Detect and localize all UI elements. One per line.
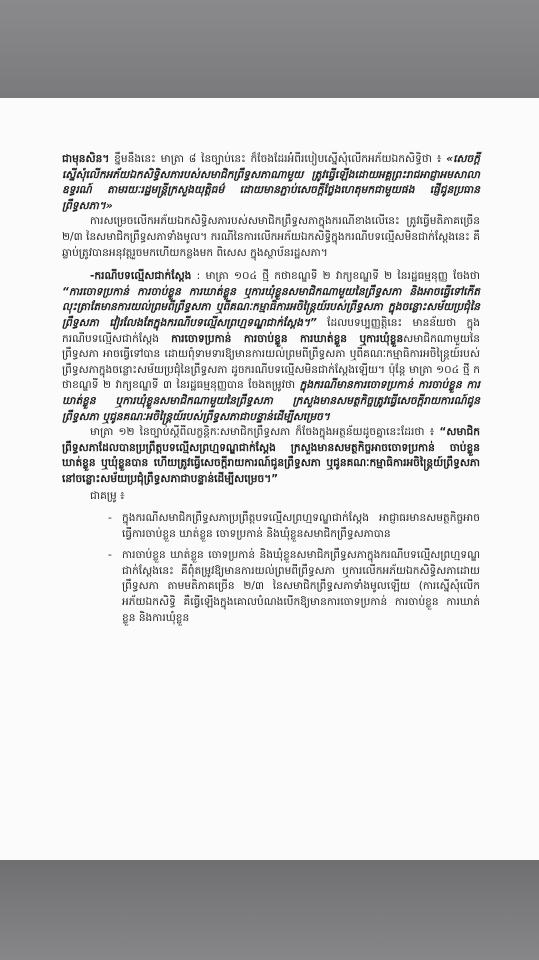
dash-bullet-icon: - [108, 549, 112, 562]
paragraph-4-text: មាត្រា ១២ នៃច្បាប់ស្តីពីលក្ខន្តិកៈសមាជិកព្រឹទ្ធសភា ក៏ចែងក្នុងអត្ថន័យដូចគ្នានេះដែរថា ៖ [90, 426, 435, 439]
paragraph-4-quote: “សមាជិកព្រឹទ្ធសភាដែលបានប្រព្រឹត្តបទល្មើសព្រហ្មទណ្ឌជាក់ស្តែង ក្រសួងមានសមត្ថកិច្ចអាចចោទប្រកាន់ ចាប់ខ្លួន ឃាត់ខ្លួន ឬឃុំខ្លួនបាន ហើយត្រូវធ្វើសេចក្តីរាយការណ៍ជូនព្រឹទ្ធសភា ឬជូនគណៈកម្មាធិការអចិន្ត្រៃយ៍ព្រឹទ្ធសភា នៅចន្លោះសម័យប្រជុំព្រឹទ្ធសភាជាបន្ទាន់ដើម្បីសម្រេច។” [62, 426, 481, 485]
paragraph-3-middle2: សមាជិកណាមួយនៃព្រឹទ្ធសភា អាចធ្វើទៅបាន ដោយពុំទាមទារឱ្យមានការយល់ព្រមពីព្រឹទ្ធសភា ឬពីគណៈកម្មាធិការអចិន្ត្រៃយ៍របស់ព្រឹទ្ធសភាក្នុងចន្លោះសម័យប្រជុំនៃព្រឹទ្ធសភា ដូចករណីបទល្មើសមិនជាក់ស្តែងឡើយ។ ប៉ុន្តែ មាត្រា ១០៤ ថ្មី ក​ថាខណ្ឌទី ២ វាក្យខណ្ឌទី ៣ នៃរដ្ឋធម្មនុញ្ញបាន ចែងតម្រូវថា [62, 332, 480, 392]
dash-bullet-icon: - [108, 512, 112, 525]
paragraph-3-intro: : មាត្រា ១០៤ ថ្មី ក​ថាខណ្ឌទី ២ វាក្យខណ្ឌទី ២ នៃរដ្ឋធម្មនុញ្ញ ចែងថា [191, 270, 480, 283]
list-item-text: ក្នុងករណីសមាជិកព្រឹទ្ធសភាប្រព្រឹត្តបទល្មើសព្រហ្មទណ្ឌជាក់ស្តែង អាជ្ញាធរមានសមត្ថកិច្ចអាចធ្វើការចាប់ខ្លួន ឃាត់ខ្លួន ចោទប្រកាន់ និងឃុំខ្លួនសមាជិកព្រឹទ្ធសភាបាន [122, 512, 480, 540]
paragraph-3-middle-bold: ការចោទប្រកាន់ ការចាប់ខ្លួន ការឃាត់ខ្លួន ឬការឃុំខ្លួន [171, 332, 404, 345]
paragraph-3-heading: -ករណីបទល្មើសជាក់ស្តែង [90, 270, 192, 283]
document-page [0, 98, 539, 860]
paragraph-1-lead-bold: ជាមុនសិន។ [62, 153, 110, 165]
top-dark-band [0, 0, 539, 98]
list-item-text: ការចាប់ខ្លួន ឃាត់ខ្លួន ចោទប្រកាន់ និងឃុំខ្លួនសមាជិកព្រឹទ្ធសភាក្នុងករណីបទល្មើសព្រហ្មទណ្ឌជាក់ស្តែងនេះ គឺពុំតម្រូវឱ្យមានការយល់ព្រមពីព្រឹទ្ធសភា ឬការលើកអភ័យឯកសិទ្ធិសភាដោយព្រឹទ្ធសភា តាមមតិភាគច្រើន ២/៣ នៃសមាជិកព្រឹទ្ធសភាទាំងមូលឡើយ (ការស្នើសុំលើកអភ័យឯកសិទ្ធិ គឺធ្វើឡើងក្នុងគោលបំណងបើកឱ្យមានការចោទប្រកាន់ ការចាប់ខ្លួន ការឃាត់ខ្លួន និងការឃុំខ្លួន [122, 549, 480, 624]
document-body [62, 152, 480, 632]
example-list [62, 511, 480, 626]
paragraph-1-lead: ខ្នឹមនឹងនេះ មាត្រា ៨ នៃច្បាប់នេះ ក៏ចែងដែរអំពីរបៀបស្នើសុំលើកអភ័យឯកសិទ្ធិថា ៖ [109, 153, 442, 165]
list-item [62, 548, 480, 626]
paragraph-1-quote: «សេចក្តីស្នើសុំលើកអភ័យឯកសិទ្ធិសភារបស់សមាជិកព្រឹទ្ធសភាណាមួយ ត្រូវធ្វើឡើងដោយអគ្គព្រះរាជអាជ្ញាអមសាលាឧទ្ធរណ៍ តាមរយៈរដ្ឋមន្ត្រីក្រសួងយុត្តិធម៌ ដោយមានភ្ជាប់សេចក្តីថ្លែងហេតុមកជាមួយផង ផ្ញើជូនប្រធានព្រឹទ្ធសភា។» [62, 153, 481, 212]
paragraph-3 [62, 269, 480, 425]
paragraph-4 [62, 425, 480, 487]
paragraph-3-middle: ដែលបទប្បញ្ញត្តិនេះ មានន័យថា ក្នុងករណីបទល្មើសជាក់ស្តែង [62, 316, 480, 345]
bottom-dark-band [0, 860, 539, 960]
paragraph-1 [62, 152, 480, 214]
paragraph-2: ការសម្រេចលើកអភ័យឯកសិទ្ធិសភារបស់សមាជិកព្រឹទ្ធសភាក្នុងករណីខាងលើនេះ ត្រូវធ្វើមតិភាគច្រើន ២/៣ នៃសមាជិកព្រឹទ្ធសភាទាំងមូល។ ករណីនៃការលើកអភ័យឯកសិទ្ធិក្នុងករណីបទល្មើសមិនជាក់ស្តែងនេះ គឺឆ្លាប់ត្រូវបានអនុវត្តរួចមកហើយកន្លងមក ពិសេស ក្នុងស្ថាប័នរដ្ឋសភា។ [62, 215, 480, 259]
list-item [62, 511, 480, 542]
example-label: ជាគម្រូ ៖ [90, 490, 125, 503]
paragraph-3-quote: “ការចោទប្រកាន់ ការចាប់ខ្លួន ការឃាត់ខ្លួន ឬការឃុំខ្លួនសមាជិកណាមួយនៃព្រឹទ្ធសភា និងអាចធ្វើទៅកើត លុះត្រាតែមានការយល់ព្រមពីព្រឹទ្ធសភា ឬពីគណៈកម្មាធិការអចិន្ត្រៃយ៍របស់ព្រឹទ្ធសភា ក្នុងចន្លោះសម័យប្រជុំនៃព្រឹទ្ធសភា វៀរលែងតែក្នុងករណីបទល្មើសព្រហ្មទណ្ឌជាក់ស្តែង។” [62, 285, 480, 329]
paragraph-3-quote2: ក្នុងករណីមានការចោទប្រកាន់ ការចាប់ខ្លួន ការឃាត់ខ្លួន ឬការឃុំខ្លួនសមាជិកណាមួយនៃព្រឹទ្ធសភា ក្រសួងមានសមត្ថកិច្ចត្រូវធ្វើសេចក្តីរាយការណ៍ជូនព្រឹទ្ធសភា ឬជូនគណៈអចិន្ត្រៃយ៍របស់ព្រឹទ្ធសភាជាបន្ទាន់ដើម្បីសម្រេច។ [62, 379, 480, 423]
